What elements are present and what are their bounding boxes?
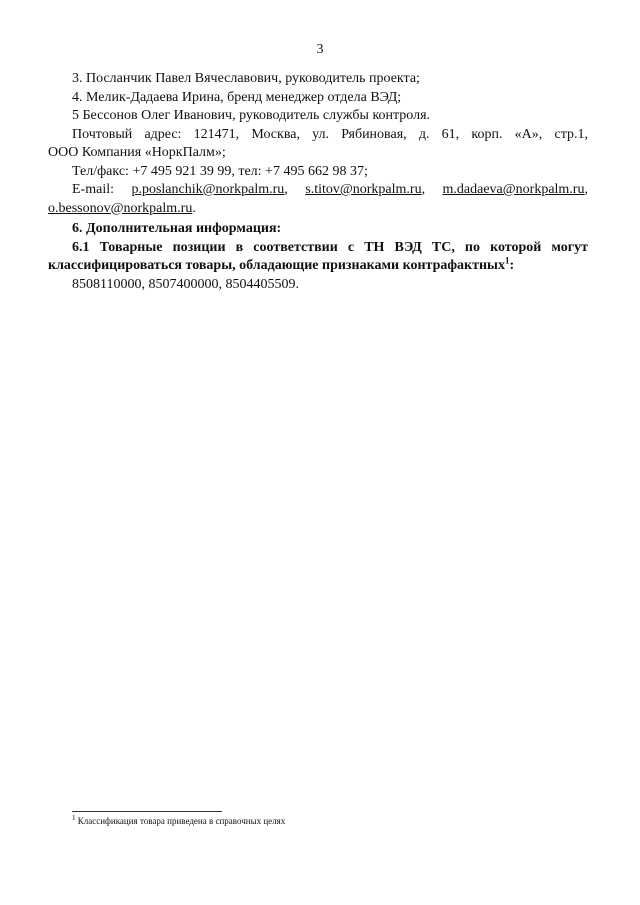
contact-item: 4. Мелик-Дадаева Ирина, бренд менеджер отдела ВЭД;: [72, 89, 402, 105]
email-entry: [131, 181, 287, 200]
subsection-heading-line: 6.1 Товарные позиции в соответствии с ТН ВЭД ТС, по которой могут: [72, 239, 588, 255]
email-separator: ,: [284, 182, 288, 197]
email-separator: ,: [584, 182, 588, 197]
email-link[interactable]: m.dadaeva@norkpalm.ru: [442, 182, 585, 197]
contact-item: 3. Посланчик Павел Вячеславович, руководитель проекта;: [72, 71, 420, 86]
footnote-text: Классификация товара приведена в справочных целях: [77, 816, 286, 826]
phone-line: Тел/факс: +7 495 921 39 99, тел: +7 495 662 98 37;: [72, 163, 368, 179]
subsection-heading-text: классифицироваться товары, обладающие признаками контрафактных: [48, 258, 505, 273]
additional-info-section: [48, 220, 588, 294]
email-link[interactable]: o.bessonov@norkpalm.ru: [48, 200, 193, 216]
email-row: [48, 181, 588, 200]
email-end: .: [192, 200, 196, 216]
postal-address-line: Почтовый адрес: 121471, Москва, ул. Рябиновая, д. 61, корп. «А», стр.1,: [72, 126, 588, 142]
email-link[interactable]: p.poslanchik@norkpalm.ru: [131, 182, 285, 197]
email-entry: [305, 181, 425, 200]
footnote-divider: [72, 811, 222, 812]
page-number: 3: [316, 42, 324, 57]
subsection-heading-line: [48, 257, 588, 276]
footnote: [72, 816, 285, 826]
email-row-continued: [48, 200, 588, 219]
subsection-heading-colon: :: [509, 258, 515, 273]
email-link[interactable]: s.titov@norkpalm.ru: [305, 182, 422, 197]
email-label: E-mail:: [72, 182, 114, 197]
footnote-reference[interactable]: 1: [505, 255, 510, 266]
section-heading: 6. Дополнительная информация:: [72, 221, 282, 236]
email-separator: ,: [421, 182, 426, 197]
contact-item: 5 Бессонов Олег Иванович, руководитель службы контроля.: [72, 108, 431, 123]
postal-address-company: ООО Компания «НоркПалм»;: [48, 145, 226, 160]
footnote-mark: 1: [72, 814, 76, 822]
tariff-codes: 8508110000, 8507400000, 8504405509.: [72, 276, 299, 292]
email-entry: [443, 181, 588, 200]
contacts-block: [48, 70, 588, 218]
